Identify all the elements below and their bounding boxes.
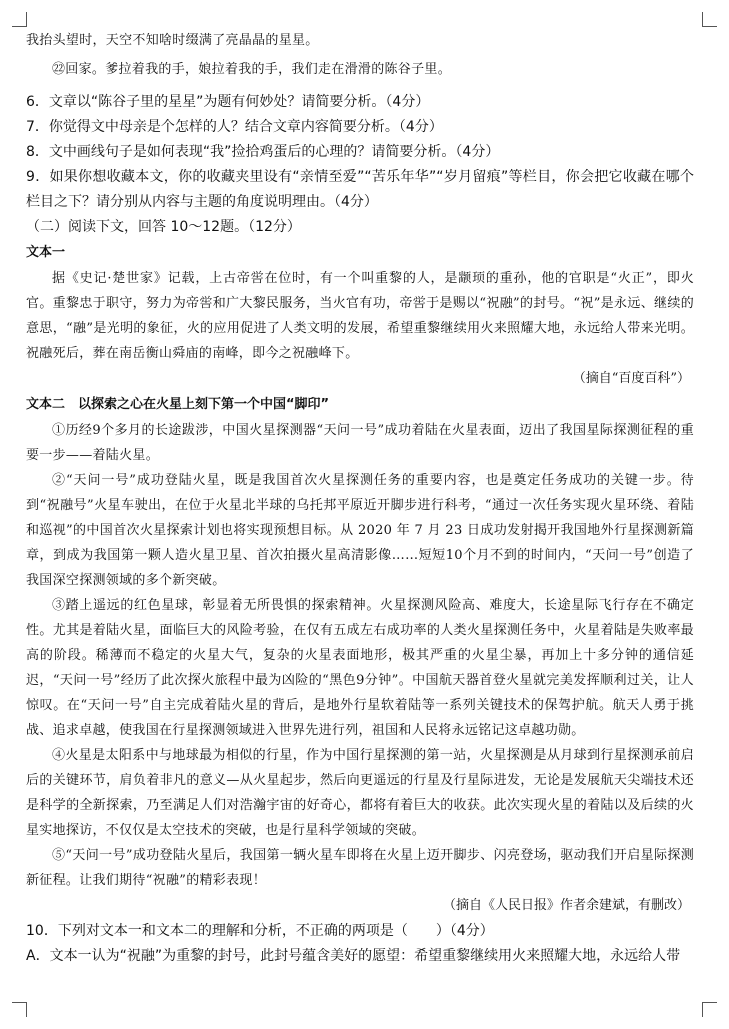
text-2-paragraph-3: ③踏上遥远的红色星球，彰显着无所畏惧的探索精神。火星探测风险高、难度大，长途星际飞行存在不确定性。尤其是着陆火星，面临巨大的风险考验，在仅有五成左右成功率的人类火星探测任务中，火星着陆是失败率最高的阶段。稀薄而不稳定的火星大气，复杂的火星表面地形，极其严重的火星尘暴，再加上十多分钟的通信延迟，“天问一号”经历了此次探火旅程中最为凶险的“黑色9分钟”。中国航天器首登火星就完美发挥顺利过关，让人惊叹。在“天问一号”自主完成着陆火星的背后，是地外行星软着陆等一系列关键技术的保驾护航。航天人勇于挑战、追求卓越，使我国在行星探测领域进入世界先进行列，祖国和人民将永远铭记这卓越功勋。	[26, 598, 694, 738]
section-2-heading: （二）阅读下文，回答 10～12题。（12分）	[26, 219, 301, 235]
text-2-paragraph-5: ⑤“天问一号”成功登陆火星后，我国第一辆火星车即将在火星上迈开脚步、闪亮登场，驱动我们开启星际探测新征程。让我们期待“祝融”的精彩表现！	[26, 848, 694, 888]
text-1-label: 文本一	[26, 245, 66, 260]
corner-mark-top-left	[12, 12, 27, 27]
question-8: 8．文中画线句子是如何表现“我”捡拾鸡蛋后的心理的？请简要分析。（4分）	[26, 144, 500, 160]
corner-mark-top-right	[702, 12, 717, 27]
corner-mark-bottom-left	[12, 1002, 27, 1017]
text-2-paragraph-2: ②“天问一号”成功登陆火星，既是我国首次火星探测任务的重要内容，也是奠定任务成功的关键一步。待到“祝融号”火星车驶出，在位于火星北半球的乌托邦平原近开脚步进行科考，“通过一次任务实现火星环绕、着陆和巡视”的中国首次火星探索计划也将实现预想目标。从 2020 年 7 月 23 日成功发射揭开我国地外行星探测新篇章，到成为我国第一颗人造火星卫星、首次拍摄火星高清影像……短短10个月不到的时间内，“天问一号”创造了我国深空探测领域的多个新突破。	[26, 473, 694, 588]
story-end-line: 我抬头望时，天空不知啥时缀满了亮晶晶的星星。	[26, 33, 319, 48]
question-7: 7．你觉得文中母亲是个怎样的人？结合文章内容简要分析。（4分）	[26, 119, 443, 135]
question-6: 6．文章以“陈谷子里的星星”为题有何妙处？请简要分析。（4分）	[26, 94, 430, 110]
option-a: A．文本一认为“祝融”为重黎的封号，此封号蕴含美好的愿望：希望重黎继续用火来照耀大地，永远给人带	[26, 948, 681, 964]
text-1-body: 据《史记·楚世家》记载，上古帝喾在位时，有一个叫重黎的人，是颛顼的重孙，他的官职是“火正”，即火官。重黎忠于职守，努力为帝喾和广大黎民服务，当火官有功，帝喾于是赐以“祝融”的封号。“祝”是永远、继续的意思，“融”是光明的象征，火的应用促进了人类文明的发展，希望重黎继续用火来照耀大地，永远给人带来光明。祝融死后，葬在南岳衡山舜庙的南峰，即今之祝融峰下。	[26, 271, 694, 361]
corner-mark-bottom-right	[702, 1002, 717, 1017]
question-10: 10．下列对文本一和文本二的理解和分析，不正确的两项是（ ）（4分）	[26, 923, 494, 939]
text-2-title: 文本二 以探索之心在火星上刻下第一个中国“脚印”	[26, 397, 330, 412]
story-paragraph-22: ㉒回家。爹拉着我的手，娘拉着我的手，我们走在滑滑的陈谷子里。	[52, 62, 452, 77]
text-2-paragraph-1: ①历经9个多月的长途跋涉，中国火星探测器“天问一号”成功着陆在火星表面，迈出了我国星际探测征程的重要一步——着陆火星。	[26, 423, 694, 463]
question-9: 9．如果你想收藏本文，你的收藏夹里设有“亲情至爱”“苦乐年华”“岁月留痕”等栏目，你会把它收藏在哪个栏目之下？请分别从内容与主题的角度说明理由。（4分）	[26, 169, 694, 210]
text-2-paragraph-4: ④火星是太阳系中与地球最为相似的行星，作为中国行星探测的第一站，火星探测是从月球到行星探测承前启后的关键环节，肩负着非凡的意义—从火星起步，然后向更遥远的行星及行星际进发，无论是发展航天尖端技术还是科学的全新探索，乃至满足人们对浩瀚宇宙的好奇心，都将有着巨大的收获。此次实现火星的着陆以及后续的火星实地探访，不仅仅是太空技术的突破，也是行星科学领域的突破。	[26, 748, 694, 838]
page-content	[26, 28, 694, 969]
text-2-source: （摘自《人民日报》作者余建斌，有删改）	[442, 898, 690, 913]
text-1-source: （摘自“百度百科”）	[572, 371, 690, 386]
question-list-a	[26, 90, 694, 215]
